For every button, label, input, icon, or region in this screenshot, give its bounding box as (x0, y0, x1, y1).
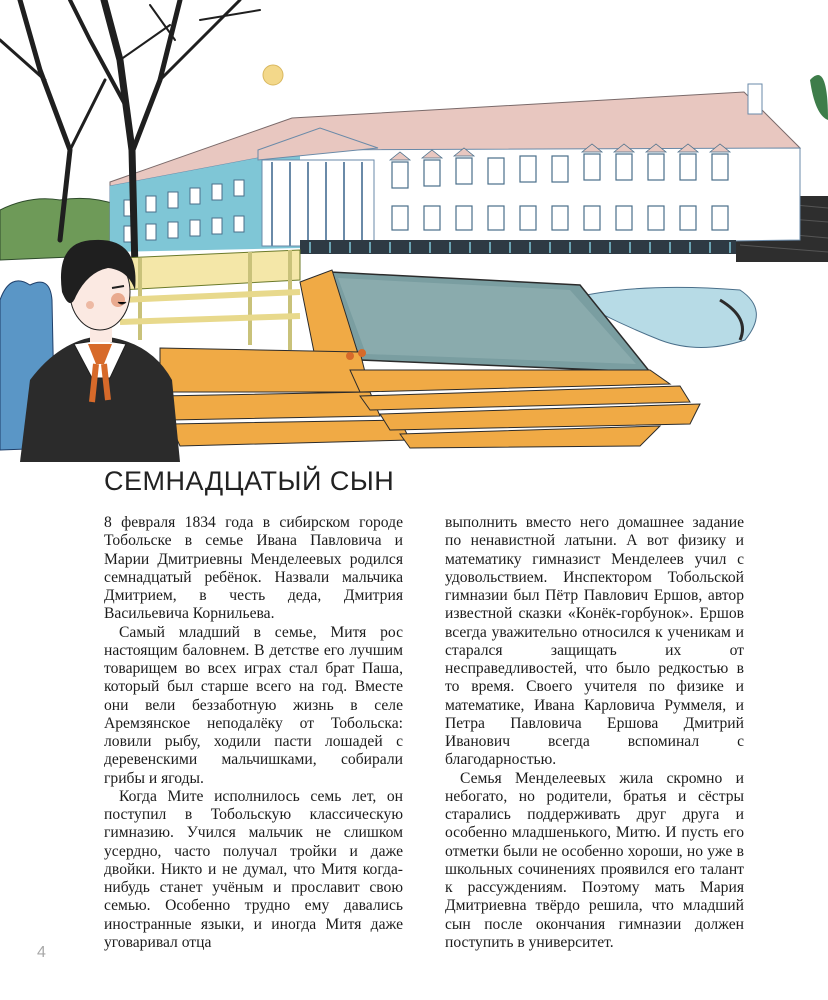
sun (263, 65, 283, 85)
chapter-title: СЕМНАДЦАТЫЙ СЫН (104, 466, 395, 496)
illustration-svg (0, 0, 828, 462)
building (110, 84, 800, 254)
railing (120, 250, 300, 350)
text-column-left (104, 514, 403, 952)
paragraph: Самый младший в семье, Митя рос настоящим баловнем. В детстве его лучшим товарищем во всех играх стал брат Паша, который был старше всего на год. Вместе они вели беззаботную жизнь в селе Аремзянское неподалёку от Тобольска: ловили рыбу, ходили пасти лошадей с деревенскими мальчишками, собирали грибы и ягоды. (104, 623, 403, 787)
text-columns (104, 514, 744, 952)
leaves-right (810, 75, 828, 120)
paragraph: выполнить вместо него домашнее задание по ненавистной латыни. А вот физику и математику гимназист Менделеев учил с удовольствием. Инспектором Тобольской гимназии был Пётр Павлович Ершов, автор известной сказки «Конёк-горбунок». Ершов всегда уважительно относился к ученикам и старался защищать их от несправедливостей, что было редкостью в то время. Своего учителя по физике и математике, Ивана Карловича Руммеля, и Петра Павловича Ершова Дмитрий Иванович всегда вспоминал с благодарностью. (445, 514, 744, 769)
cup (346, 352, 354, 360)
illustration-gymnasium-scene (0, 0, 828, 462)
paragraph: 8 февраля 1834 года в сибирском городе Тобольске в семье Ивана Павловича и Марии Дмитриевны Менделеевых родился семнадцатый ребёнок. Назвали мальчика Дмитрием, в честь деда, Дмитрия Васильевича Корнильева. (104, 514, 403, 623)
paragraph: Семья Менделеевых жила скромно и небогато, но родители, братья и сёстры старались поддерживать друг друга и особенно младшенького, Митю. И пусть его отметки были не особенно хороши, но уже в школьных сочинениях проявился его талант к рассуждениям. Поэтому мать Мария Дмитриевна твёрдо решила, что младший сын после окончания гимназии должен поступить в университет. (445, 769, 744, 951)
paragraph: Когда Мите исполнилось семь лет, он поступил в Тобольскую классическую гимназию. Учился мальчик не слишком усердно, часто получал тройки и даже двойки. Никто и не думал, что Митя когда-нибудь станет учёным и прославит свою семью. Особенно трудно ему давались иностранные языки, и иногда Митя даже уговаривал отца (104, 787, 403, 951)
text-column-right (445, 514, 744, 952)
page-number: 4 (37, 944, 46, 961)
cup (358, 349, 366, 357)
